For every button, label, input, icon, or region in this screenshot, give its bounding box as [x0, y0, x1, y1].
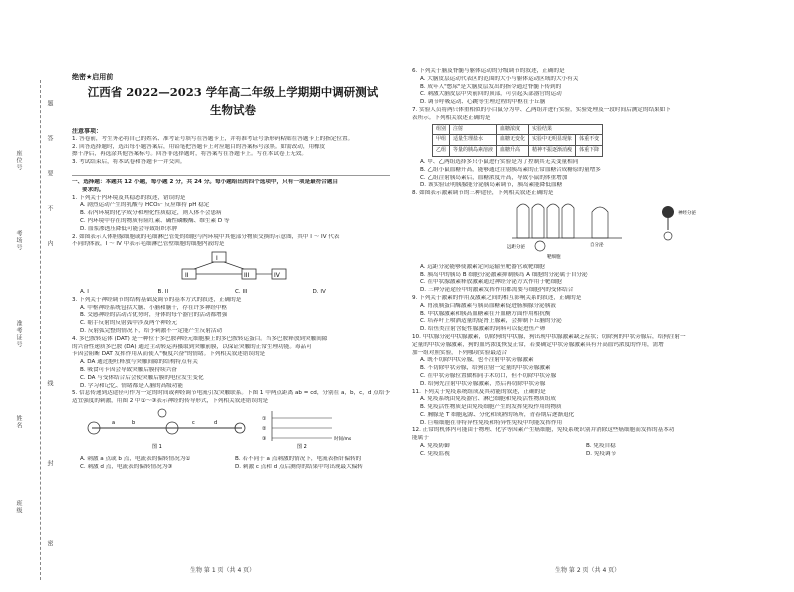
hormone-secretion-diagram — [412, 198, 752, 260]
option: C. DA 与受体结合后会使突触后膜的电位发生变化 — [80, 374, 204, 381]
page-footer-left: 生物 第 1 页（共 4 页） — [190, 567, 256, 574]
question-stem: 11. 下列关于免疫系统组成及其功能的叙述，正确的是 — [412, 388, 546, 395]
option: B. 甲状腺激素和胰高血糖素在升血糖方面作用相抗衡 — [420, 310, 551, 317]
table-header-cell: 血糖浓度 — [497, 124, 529, 135]
secretory-cell — [547, 204, 559, 238]
gutter-label-class: 班级 — [15, 500, 22, 514]
option: C. 乙组注射胰岛素后，血糖浓度升高，导致小鼠的体重增加 — [420, 174, 568, 181]
options-row — [72, 456, 390, 464]
experiment-table — [432, 124, 603, 157]
table-header-cell: 组别 — [433, 124, 450, 135]
option: B. II — [157, 288, 169, 295]
ammeter — [158, 409, 166, 417]
gutter-cell: 内 — [46, 240, 53, 246]
option: A. DA 通过胞吐释放与突触间隙的结构特点有关 — [80, 359, 198, 366]
table-header-cell: 注射 — [450, 124, 497, 135]
option: B. 胰岛中的胰岛 B 细胞分泌激素抑制胰岛 A 细胞的分泌属于自分泌 — [420, 271, 588, 278]
gutter-cell: 答 — [46, 135, 53, 141]
fluid-label: III — [244, 272, 250, 280]
question-stem: 7. 实验人员将两只体重相似的小白鼠分为甲、乙两组并进行实验，实验处理及一段时间后测定的结果如下 — [412, 106, 671, 113]
secretory-cell — [532, 204, 544, 238]
gutter-cell: 线 — [46, 380, 53, 386]
gutter-cell: 不 — [46, 205, 53, 211]
section-heading-cont: 要求的。 — [82, 186, 105, 193]
option: C. 刺激 d 点，电流表的偏转情况为③ — [80, 463, 173, 470]
diagram-label: 神经分泌 — [678, 210, 696, 216]
target-cell — [664, 232, 672, 240]
option: D. IV — [312, 288, 326, 295]
question-stem: 1. 下列关于内环境及其稳态的叙述，错误的是 — [72, 194, 186, 201]
option: B. 成年人"憋尿"是大脑皮层发出的指令通过脊髓下传到的 — [420, 83, 562, 90]
table-cell: 血糖无变化 — [497, 135, 529, 146]
option: C. 缩手反射的反射弧中涉及两个神经元 — [80, 320, 177, 327]
table-row — [433, 146, 603, 157]
question-stem: 的兴奋性递质多巴胺 (DA) 通过主动转运再摄取到突触前膜，以保证突触的正常生理功能。毒品可 — [72, 343, 312, 350]
figure-caption: 图 1 — [152, 443, 162, 450]
fluid-label: IV — [274, 272, 280, 280]
option: D. 给鱼类注射含促性腺激素的饲料可以促进鱼产卵 — [420, 326, 546, 333]
fluid-label: I — [216, 255, 218, 263]
fluid-box — [212, 252, 226, 262]
neuron-cell — [662, 206, 674, 218]
option: A. 大脑皮层运动代表区的范围的大小与躯体运动区域的大小有关 — [420, 75, 579, 82]
table-cell: 实验中无明显现象 — [529, 135, 576, 146]
exam-title: 江西省 2022—2023 学年高二年级上学期期中调研测试 — [87, 85, 379, 99]
question-stem: 5. 信息传递到达途径可作为一定的时间或神经调节电流引发突触联系。下图 1 中两点距离 ab = cd，分别在 a，b，c，d 点给予 — [72, 390, 390, 397]
diagram-label: 靶细胞 — [547, 254, 561, 260]
option: D. 调节呼吸运动、心跳等生理过程的中枢在于丘脑 — [420, 99, 546, 106]
option: D. 血浆渗透压降低可能会导致组织水肿 — [80, 225, 178, 232]
note-item: 2. 回答选择题时，选出每小题答案后，用铅笔把答题卡上对应题目的答案标号涂黑。如需改动，用橡皮 — [72, 143, 326, 150]
arrow — [224, 262, 244, 269]
note-item: 1. 答卷前，考生务必将自己的姓名、准考证号填写在答题卡上，并将准考证号条形码粘贴在答题卡上的指定位置。 — [72, 135, 354, 142]
autocrine-cell — [592, 207, 608, 238]
options-row — [412, 443, 752, 451]
option: A. 胃液胰蛋白酶激素与胰高血糖素促进肠胰腺分泌胰液 — [420, 302, 556, 309]
option: D. 学习和记忆、情绪都是人脑的高级功能 — [80, 382, 183, 389]
option: A. 免疫防御 — [420, 443, 450, 450]
options-row — [72, 289, 390, 297]
right-column — [412, 68, 752, 459]
section-heading: 一、选择题：本题共 12 小题，每小题 2 分，共 24 分。每小题给出的四个选项中，只有一项是最符合题目 — [72, 178, 339, 185]
option: A. 刺激 a 点或 b 点，电流表的偏转情况为① — [80, 455, 191, 462]
question-stem: 表所示。下列相关叙述正确的是 — [412, 114, 491, 121]
trace-mark: ③ — [262, 435, 267, 442]
question-stem: 适宜强度的刺激，用图 2 中①～③表示神经的传导形式，下列相关叙述错误的是 — [72, 398, 269, 405]
option: C. 在甲状腺激素释放激素通过神经分泌方式作用于靶细胞 — [420, 279, 562, 286]
secretory-cell — [517, 204, 529, 238]
option: D. 三种分泌途径中的激素发挥作用都需要与细胞内的受体结合 — [420, 287, 574, 294]
option: A. 免疫系统由免疫器官、淋巴细胞和免疫活性物质组成 — [420, 396, 556, 403]
fluid-label: II — [185, 272, 189, 280]
table-cell: 体重下降 — [576, 146, 603, 157]
table-cell: 血糖升高 — [497, 146, 529, 157]
question-stem: 卡因会阻断 DAT 发挥作用从而使人"极度兴奋"的情绪。下列相关叙述错误的是 — [72, 351, 266, 358]
axis-label: 时间/ms — [334, 436, 352, 442]
table-row — [433, 135, 603, 146]
table-cell: 体重不变 — [576, 135, 603, 146]
option: A. 甲、乙两组选择多只小鼠进行实验是为了控制其无关变量相同 — [420, 158, 579, 165]
option: B. 乙组小鼠血糖升高，能够通过注射胰岛素的正常血糖合成糖原的量增多 — [420, 166, 601, 173]
option: C. 培养叶上喷洒适量的促肾上腺素，会抑制下丘脑的分泌 — [420, 318, 562, 325]
option: A. 既不切除甲状旁腺，也不注射甲状旁腺激素 — [420, 357, 534, 364]
notes-heading: 注意事项： — [72, 128, 103, 135]
question-stem: 10. 甲状腺分泌甲状腺激素，切除狗的甲状腺，狗出现甲状腺激素缺乏症状；切除狗的甲状旁腺后，给狗注射一 — [412, 333, 686, 340]
gutter-label-name: 姓名 — [15, 415, 22, 429]
note-item: 3. 考试结束后，将本试卷和答题卡一并交回。 — [72, 159, 186, 166]
question-stem: 6. 下列关于脑及脊髓与躯体运动的分级调节的叙述，正确的是 — [412, 68, 565, 74]
option: B. 免疫活性物质是由免疫细胞产生的发挥免疫作用的物质 — [420, 404, 562, 411]
trace-mark: ② — [262, 425, 267, 432]
table-header-cell: 实验结果 — [529, 124, 603, 135]
figure-caption: 图 2 — [297, 443, 307, 450]
page-footer-right: 生物 第 2 页（共 4 页） — [555, 567, 621, 574]
option: A. I — [80, 288, 89, 295]
point-label: d — [214, 419, 218, 426]
option: C. 免疫监视 — [420, 450, 450, 457]
option: D. 该实验证明胰腺能分泌胰岛素调节，胰岛素能降低血糖 — [420, 182, 563, 189]
question-stem: 加一组对照实验，下列哪项实验最适合 — [412, 349, 508, 356]
gutter-label-ticket: 准考证号 — [15, 320, 22, 348]
question-stem: 4. 多巴胺转运体 (DAT) 是一种位于多巴胺神经元细胞膜上的多巴胺转运蛋白。当多巴胺释放到突触间隙 — [72, 335, 328, 342]
option: C. 在甲状旁腺位置做相同手术切口，但不切除甲状旁腺 — [420, 372, 557, 379]
note-item: 擦干净后，再选涂其他答案标号。回答非选择题时，将答案写在答题卡上。写在本试卷上无效。 — [72, 151, 307, 158]
question-stem: 12. 正常的机体内可能由于物理、化学等因素产生癌细胞，免疫系统识别并消除这些癌细胞而发挥的基本功 — [412, 427, 675, 434]
diagram-label: 自分泌 — [590, 242, 604, 248]
question-stem: 2. 如图表示人体胆腺细胞或的毛细淋巴管处的细胞与内环境中其他部分物质交换的示意图，其中 I ～ IV 代表 — [72, 233, 340, 240]
divider — [72, 167, 390, 176]
table-cell: 适量生理盐水 — [450, 135, 497, 146]
table-cell: 精神不振逐渐消瘦 — [529, 146, 576, 157]
subject-title: 生物试卷 — [210, 103, 256, 117]
option: D. 给狗先注射甲状旁腺激素，然后再切除甲状旁腺 — [420, 380, 546, 387]
confidential-mark: 绝密★启用前 — [72, 73, 114, 81]
table-header — [433, 124, 603, 135]
option: B. 不切除甲状旁腺，给狗注射一定量的甲状旁腺激素 — [420, 365, 551, 372]
question-stem: 不同的体液，I ～ IV 中表示毛细淋巴管壁细胞的细胞内液的是 — [72, 241, 225, 248]
options-row — [412, 451, 752, 459]
question-stem: 9. 下列关于激素的作用及激素之间的相互影响关系的叙述，正确的是 — [412, 294, 582, 301]
gutter-cell: 封 — [46, 460, 53, 466]
question-stem: 8. 如图表示激素调节的三种途径，下列相关叙述正确的是 — [412, 190, 554, 197]
question-stem: 3. 下列关于神经调节的结构基础及调节的基本方式的叙述，正确的是 — [72, 296, 242, 303]
gutter-cell: 题 — [46, 100, 53, 106]
secretory-cell — [562, 204, 574, 238]
arrow — [194, 262, 214, 269]
point-label: c — [192, 419, 195, 426]
option: D. 刺激 c 点和 d 点后测得的结果中均出现最大偏转 — [235, 463, 363, 470]
option: C. III — [235, 288, 248, 295]
question-stem: 能属于 — [412, 435, 429, 442]
trace-mark: ① — [262, 415, 267, 422]
table-cell: 乙组 — [433, 146, 450, 157]
option: D. 巨噬细胞在非特异性免疫和特异性免疫中均能发挥作用 — [420, 419, 563, 426]
nerve-conduction-figure — [72, 406, 390, 452]
gutter-label-room: 考场号 — [15, 230, 22, 251]
seal-line — [40, 80, 42, 580]
gutter-label-seat: 座位号 — [15, 150, 22, 171]
gutter-cell: 密 — [46, 540, 53, 546]
option: B. 交感神经的活动占优势时，身体的每个器官的活动都增强 — [80, 312, 228, 319]
fluid-exchange-diagram — [72, 249, 390, 285]
left-column — [72, 128, 390, 471]
option: B. 若不同于 a 点刺激的情况下，电流表指针偏转的 — [235, 455, 362, 462]
gutter-cell: 要 — [46, 170, 53, 176]
question-stem: 定量的甲状旁腺激素，狗的血钙浓度恢复正常，若要确定甲状旁腺激素具有升高血钙浓度的作用，需增 — [412, 341, 664, 348]
option: C. 内环境中存在的物质有阻红素、碱性磷酸酶、维生素 D 等 — [80, 217, 230, 224]
option: B. 免疫自稳 — [586, 443, 616, 450]
option: A. 剧烈运动产生的乳酸与 HCO₃⁻ 反应维持 pH 稳定 — [80, 202, 210, 209]
option: A. 中枢神经系统包括大脑、小脑和脑干，存在许多神经中枢 — [80, 304, 228, 311]
option: A. 远距分泌能够使激素定向运输至靶器官或靶细胞 — [420, 263, 545, 270]
table-cell: 甲组 — [433, 135, 450, 146]
option: D. 反射弧完整的情况下，给予刺激不一定能产生反射活动 — [80, 327, 223, 334]
option: D. 免疫调节 — [586, 450, 617, 457]
diagram-label: 远距分泌 — [507, 244, 525, 250]
point-label: b — [132, 419, 136, 426]
option: B. 若内环境的化学成分和理化性质稳定，则人体不会患病 — [80, 210, 222, 217]
option: C. 胸腺是 T 细胞起源、分化和成熟的场所，青春期后逐渐退化 — [420, 411, 575, 418]
table-cell: 等量的胰岛素溶液 — [450, 146, 497, 157]
options-row — [72, 464, 390, 472]
point-label: a — [112, 419, 116, 426]
option: B. 吸食可卡因会导致突触后膜持续兴奋 — [80, 366, 177, 373]
binding-gutter — [0, 80, 52, 580]
option: C. 刺激大脑皮层中央前回的顶部，可引起头部器官的运动 — [420, 91, 562, 98]
target-cell — [535, 241, 545, 251]
